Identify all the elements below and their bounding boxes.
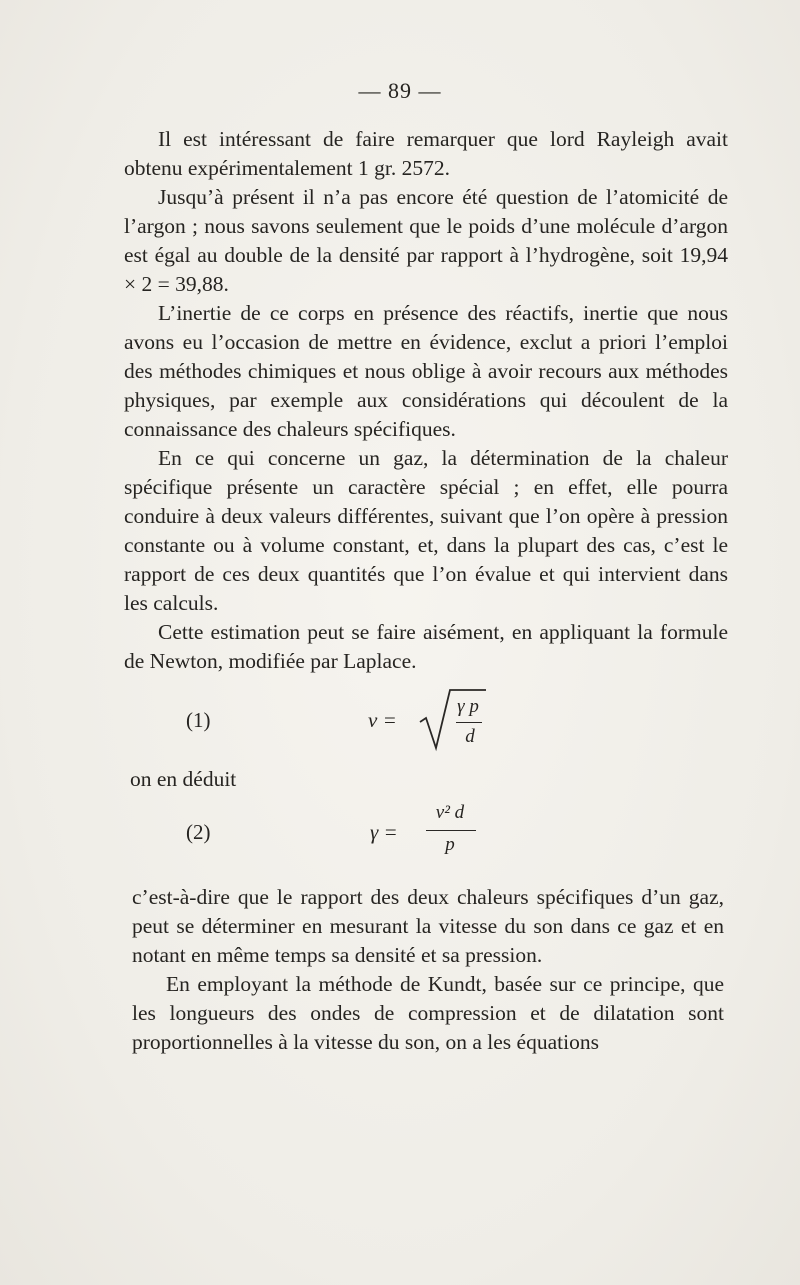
paragraph: En employant la méthode de Kundt, basée sur ce principe, que les longueurs des ondes de compression et de dilatation sont proportionnelles à la vitesse du son, on a les équations [132, 972, 724, 1054]
square-root-sign [418, 684, 488, 756]
paragraph: on en déduit [130, 767, 237, 791]
paragraph: L’inertie de ce corps en présence des réactifs, inertie que nous avons eu l’occasion de mettre en évidence, exclut a priori l’emploi des méthodes chimiques et nous oblige à avoir recours aux méthodes physiques, par exemple aux considérations qui découlent de la connaissance des chaleurs spécifiques. [124, 301, 728, 441]
fraction-bar [456, 722, 482, 723]
equation-numerator: γ p [457, 696, 479, 717]
equation-number: (2) [186, 820, 211, 844]
equation-lhs: v = [368, 708, 397, 732]
equation-denominator: p [445, 834, 455, 855]
paragraph: Jusqu’à présent il n’a pas encore été question de l’atomicité de l’argon ; nous savons seulement que le poids d’une molécule d’argon est égal au double de la densité par rapport à l’hydrogène, soit 19,94 × 2 = 39,88. [124, 185, 728, 296]
text-block-top [124, 125, 728, 676]
paragraph: Il est intéressant de faire remarquer que lord Rayleigh avait obtenu expérimentalement 1 gr. 2572. [124, 127, 728, 180]
paragraph: Cette estimation peut se faire aisément, en appliquant la formule de Newton, modifiée par Laplace. [124, 620, 728, 673]
equation-numerator: v² d [435, 802, 465, 823]
text-block-bottom [132, 883, 724, 1057]
fraction-bar [426, 830, 476, 831]
equation-lhs: γ = [370, 820, 398, 844]
paragraph: c’est-à-dire que le rapport des deux chaleurs spécifiques d’un gaz, peut se déterminer en mesurant la vitesse du son dans ce gaz et en notant en même temps sa densité et sa pression. [132, 885, 724, 967]
page-number: — 89 — [358, 78, 442, 103]
text-on-en-deduit [130, 765, 734, 794]
equation-denominator: d [465, 726, 475, 747]
equation-number: (1) [186, 708, 211, 732]
paragraph: En ce qui concerne un gaz, la détermination de la chaleur spécifique présente un caractère spécial ; en effet, elle pourra conduire à deux valeurs différentes, suivant que l’on opère à pression constante ou à volume constant, et, dans la plupart des cas, c’est le rapport de ces deux quantités que l’on évalue et qui intervient dans les calculs. [124, 446, 728, 615]
